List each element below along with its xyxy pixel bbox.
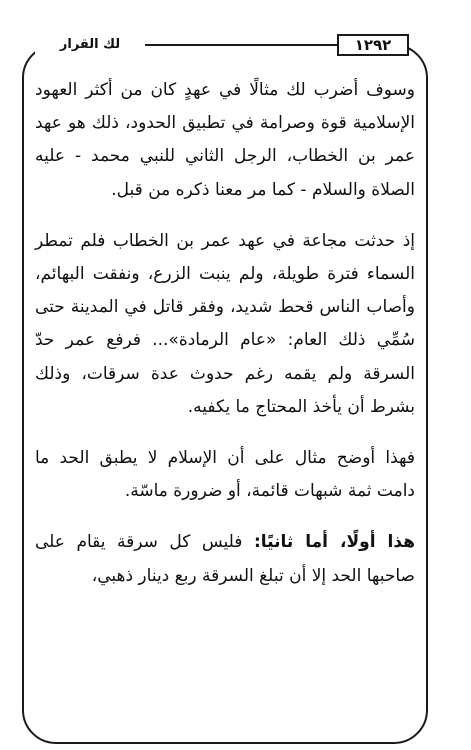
paragraph-2: إذ حدثت مجاعة في عهد عمر بن الخطاب فلم تمطر السماء فترة طويلة، ولم ينبت الزرع، ونفقت البهائم، وأصاب الناس قحط شديد، وفقر قاتل في المدينة حتى سُمِّي ذلك العام: «عام الرمادة»... فرفع عمر حدّ السرقة ولم يقمه رغم حدوث عدة سرقات، وذلك بشرط أن يأخذ المحتاج ما يكفيه. xyxy=(35,230,415,417)
paragraph-1: وسوف أضرب لك مثالًا في عهدٍ كان من أكثر العهود الإسلامية قوة وصرامة في تطبيق الحدود، ذلك هو عهد عمر بن الخطاب، الرجل الثاني للنبي محمد - عليه الصلاة والسلام - كما مر معنا ذكره من قبل. xyxy=(35,80,415,200)
paragraph-3: فهذا أوضح مثال على أن الإسلام لا يطبق الحد ما دامت ثمة شبهات قائمة، أو ضرورة ماسّة. xyxy=(35,448,415,502)
running-head xyxy=(35,33,145,55)
paragraph-4-lead: هذا أولًا، أما ثانيًا: xyxy=(253,532,415,553)
page-number xyxy=(337,34,409,56)
body-text xyxy=(35,74,415,593)
running-head-text: لك القرار xyxy=(59,36,121,52)
paragraph-4-text: فليس كل سرقة يقام على صاحبها الحد إلا أن تبلغ السرقة ربع دينار ذهبي، xyxy=(35,532,415,586)
page-number-text: ١٢٩٢ xyxy=(354,35,392,54)
paragraph-4 xyxy=(35,526,415,592)
